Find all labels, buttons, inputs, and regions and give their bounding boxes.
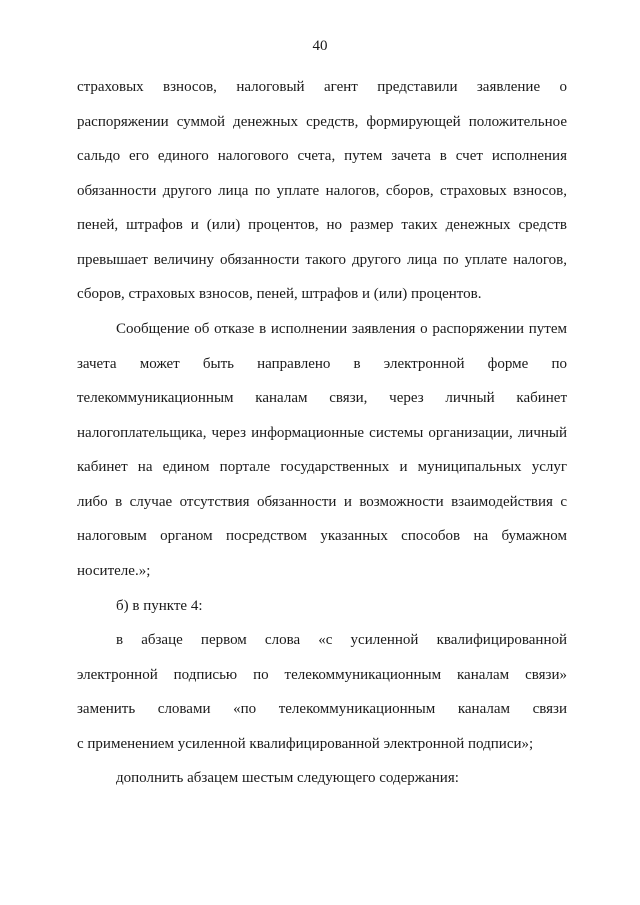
- text-line: пеней, штрафов и (или) процентов, но размер таких денежных средств: [77, 217, 567, 233]
- text-line: обязанности другого лица по уплате налогов, сборов, страховых взносов,: [77, 183, 567, 199]
- text-line: электронной подписью по телекоммуникационным каналам связи»: [77, 667, 567, 683]
- text-line: дополнить абзацем шестым следующего содержания:: [116, 770, 459, 786]
- text-line: с применением усиленной квалифицированной электронной подписи»;: [77, 736, 534, 752]
- text-line: зачета может быть направлено в электронной форме по: [77, 356, 567, 372]
- text-line: распоряжении суммой денежных средств, формирующей положительное: [77, 114, 567, 130]
- text-line: превышает величину обязанности такого другого лица по уплате налогов,: [77, 252, 567, 268]
- text-line: сборов, страховых взносов, пеней, штрафов и (или) процентов.: [77, 286, 482, 302]
- text-line: в абзаце первом слова «с усиленной квалифицированной: [116, 632, 567, 648]
- text-line: налогоплательщика, через информационные системы организации, личный: [77, 425, 567, 441]
- text-line: носителе.»;: [77, 563, 151, 579]
- text-line: кабинет на едином портале государственных и муниципальных услуг: [77, 459, 567, 475]
- page-number: 40: [312, 38, 328, 54]
- text-line: страховых взносов, налоговый агент представили заявление о: [77, 79, 567, 95]
- text-line: сальдо его единого налогового счета, путем зачета в счет исполнения: [77, 148, 567, 164]
- text-line: б) в пункте 4:: [116, 598, 203, 614]
- text-line: либо в случае отсутствия обязанности и возможности взаимодействия с: [77, 494, 567, 510]
- text-line: телекоммуникационным каналам связи, через личный кабинет: [77, 390, 567, 406]
- text-line: заменить словами «по телекоммуникационным каналам связи: [77, 701, 567, 717]
- text-line: налоговым органом посредством указанных способов на бумажном: [77, 528, 567, 544]
- text-line: Сообщение об отказе в исполнении заявления о распоряжении путем: [116, 321, 567, 337]
